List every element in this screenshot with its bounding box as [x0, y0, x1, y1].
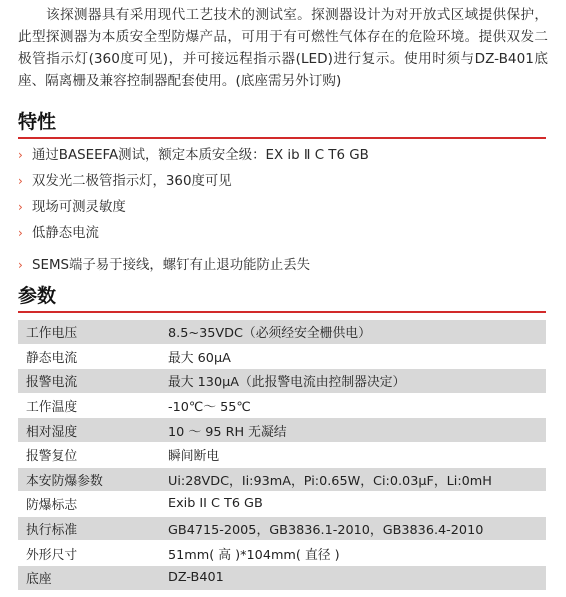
chevron-right-icon: ›: [18, 226, 23, 240]
param-name: 工作电压: [18, 320, 164, 344]
param-name: 外形尺寸: [18, 541, 164, 566]
param-name: 本安防爆参数: [18, 467, 164, 492]
features-title: 特性: [18, 111, 57, 133]
feature-item: [18, 146, 369, 165]
table-row: [18, 492, 546, 517]
chevron-right-icon: ›: [18, 258, 23, 272]
table-row: [18, 467, 546, 492]
feature-item: [18, 256, 310, 275]
feature-item: [18, 172, 232, 191]
feature-item: [18, 224, 99, 243]
table-row: [18, 442, 546, 467]
feature-text: SEMS端子易于接线，螺钉有止退功能防止丢失: [32, 258, 311, 273]
param-value: Exib II C T6 GB: [164, 492, 546, 517]
param-value: Ui:28VDC，Ii:93mA，Pi:0.65W，Ci:0.03μF，Li:0mH: [164, 467, 546, 492]
param-value: 最大 60μA: [164, 344, 546, 369]
param-name: 防爆标志: [18, 492, 164, 517]
feature-text: 低静态电流: [32, 226, 99, 241]
table-row: [18, 369, 546, 394]
feature-text: 现场可测灵敏度: [32, 200, 126, 215]
feature-text: 通过BASEEFA测试，额定本质安全级：EX ib Ⅱ C T6 GB: [32, 148, 369, 163]
params-title: 参数: [18, 285, 57, 307]
table-row: [18, 516, 546, 541]
param-value: -10℃～ 55℃: [164, 393, 546, 418]
chevron-right-icon: ›: [18, 148, 23, 162]
features-heading: [18, 110, 546, 139]
feature-text: 双发光二极管指示灯，360度可见: [32, 174, 232, 189]
table-row: [18, 418, 546, 443]
param-name: 静态电流: [18, 344, 164, 369]
param-name: 执行标准: [18, 516, 164, 541]
param-value: 51mm( 高 )*104mm( 直径 ): [164, 541, 546, 566]
param-value: DZ-B401: [164, 565, 546, 590]
param-value: 最大 130μA（此报警电流由控制器决定）: [164, 369, 546, 394]
table-row: [18, 393, 546, 418]
param-name: 报警电流: [18, 369, 164, 394]
param-value: 10 ～ 95 RH 无凝结: [164, 418, 546, 443]
param-value: GB4715-2005，GB3836.1-2010，GB3836.4-2010: [164, 516, 546, 541]
param-name: 底座: [18, 565, 164, 590]
params-table: [18, 320, 546, 591]
param-value: 8.5~35VDC（必须经安全栅供电）: [164, 320, 546, 344]
intro-paragraph: 该探测器具有采用现代工艺技术的测试室。探测器设计为对开放式区域提供保护，此型探测器为本质安全型防爆产品，可用于有可燃性气体存在的危险环境。提供双发二极管指示灯(360度可见)，并可接远程指示器(LED)进行复示。使用时须与DZ-B401底座、隔离栅及兼容控制器配套使用。(底座需另外订购): [18, 7, 548, 89]
table-row: [18, 320, 546, 344]
table-row: [18, 565, 546, 590]
param-name: 报警复位: [18, 442, 164, 467]
table-row: [18, 541, 546, 566]
chevron-right-icon: ›: [18, 200, 23, 214]
param-value: 瞬间断电: [164, 442, 546, 467]
table-row: [18, 344, 546, 369]
params-heading: [18, 284, 546, 313]
chevron-right-icon: ›: [18, 174, 23, 188]
param-name: 工作温度: [18, 393, 164, 418]
feature-item: [18, 198, 126, 217]
param-name: 相对湿度: [18, 418, 164, 443]
